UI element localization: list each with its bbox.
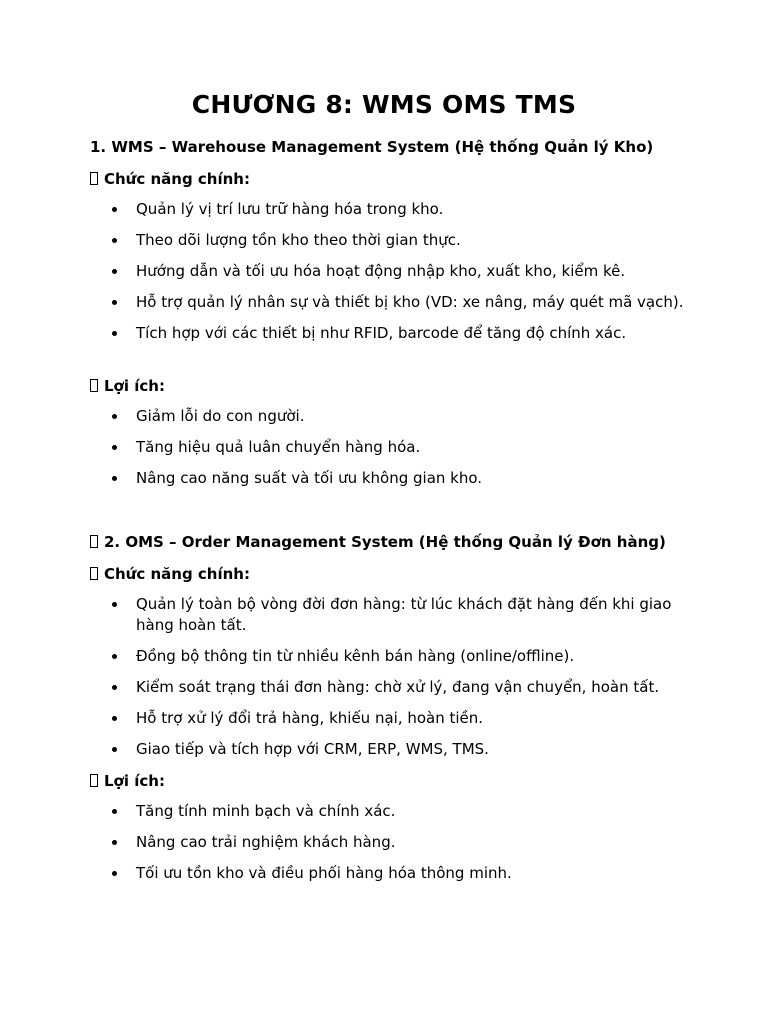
bullet-icon: [112, 747, 117, 752]
missing-glyph-icon: [90, 567, 98, 580]
list-item: Hỗ trợ quản lý nhân sự và thiết bị kho (VD: xe nâng, máy quét mã vạch).: [0, 292, 696, 313]
bullet-icon: [112, 685, 117, 690]
bullet-icon: [112, 207, 117, 212]
list-item: Hướng dẫn và tối ưu hóa hoạt động nhập kho, xuất kho, kiểm kê.: [0, 261, 696, 282]
benefits-label-text: Lợi ích:: [104, 772, 165, 790]
benefits-label-oms: [90, 772, 165, 790]
missing-glyph-icon: [90, 535, 98, 548]
bullet-icon: [112, 331, 117, 336]
benefits-label-wms: [90, 377, 165, 395]
section-heading-oms-text: 2. OMS – Order Management System (Hệ thống Quản lý Đơn hàng): [104, 533, 666, 551]
list-item: Nâng cao trải nghiệm khách hàng.: [0, 832, 696, 853]
bullet-icon: [112, 414, 117, 419]
bullet-icon: [112, 445, 117, 450]
missing-glyph-icon: [90, 379, 98, 392]
oms-functions-list: [0, 594, 768, 770]
functions-label-wms: [90, 170, 250, 188]
list-item: Quản lý toàn bộ vòng đời đơn hàng: từ lúc khách đặt hàng đến khi giao hàng hoàn tất.: [0, 594, 696, 636]
list-item: Quản lý vị trí lưu trữ hàng hóa trong kho.: [0, 199, 696, 220]
bullet-icon: [112, 476, 117, 481]
list-item: Đồng bộ thông tin từ nhiều kênh bán hàng (online/offline).: [0, 646, 696, 667]
page-title: CHƯƠNG 8: WMS OMS TMS: [191, 90, 577, 119]
bullet-icon: [112, 840, 117, 845]
bullet-icon: [112, 300, 117, 305]
list-item: Theo dõi lượng tồn kho theo thời gian thực.: [0, 230, 696, 251]
bullet-icon: [112, 602, 117, 607]
missing-glyph-icon: [90, 172, 98, 185]
functions-label-text: Chức năng chính:: [104, 170, 250, 188]
section-heading-wms: 1. WMS – Warehouse Management System (Hệ thống Quản lý Kho): [90, 138, 654, 156]
list-item: Tăng hiệu quả luân chuyển hàng hóa.: [0, 437, 696, 458]
list-item: Giảm lỗi do con người.: [0, 406, 696, 427]
bullet-icon: [112, 654, 117, 659]
missing-glyph-icon: [90, 774, 98, 787]
bullet-icon: [112, 871, 117, 876]
bullet-icon: [112, 238, 117, 243]
list-item: Hỗ trợ xử lý đổi trả hàng, khiếu nại, hoàn tiền.: [0, 708, 696, 729]
list-item: Tăng tính minh bạch và chính xác.: [0, 801, 696, 822]
bullet-icon: [112, 716, 117, 721]
bullet-icon: [112, 269, 117, 274]
list-item: Kiểm soát trạng thái đơn hàng: chờ xử lý, đang vận chuyển, hoàn tất.: [0, 677, 696, 698]
list-item: Giao tiếp và tích hợp với CRM, ERP, WMS, TMS.: [0, 739, 696, 760]
list-item: Tối ưu tồn kho và điều phối hàng hóa thông minh.: [0, 863, 696, 884]
functions-label-oms: [90, 565, 250, 583]
benefits-label-text: Lợi ích:: [104, 377, 165, 395]
list-item: Nâng cao năng suất và tối ưu không gian kho.: [0, 468, 696, 489]
bullet-icon: [112, 809, 117, 814]
wms-benefits-list: [0, 406, 768, 499]
wms-functions-list: [0, 199, 768, 354]
section-heading-oms: [90, 533, 666, 551]
oms-benefits-list: [0, 801, 768, 894]
list-item: Tích hợp với các thiết bị như RFID, barcode để tăng độ chính xác.: [0, 323, 696, 344]
functions-label-text: Chức năng chính:: [104, 565, 250, 583]
